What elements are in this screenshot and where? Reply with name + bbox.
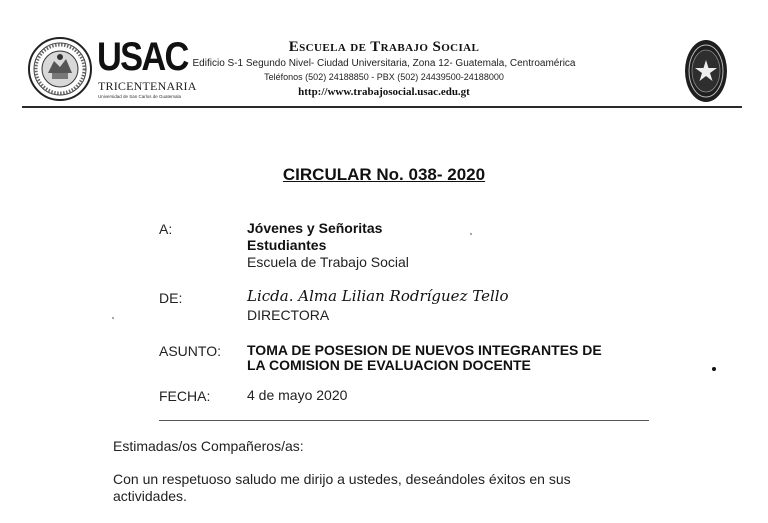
school-emblem-icon bbox=[684, 38, 728, 104]
subject-label: ASUNTO: bbox=[159, 343, 221, 359]
scan-mark bbox=[712, 367, 716, 371]
school-url: http://www.trabajosocial.usac.edu.gt bbox=[298, 86, 470, 98]
subject-line-2: LA COMISION DE EVALUACION DOCENTE bbox=[247, 357, 531, 373]
header-divider bbox=[22, 106, 742, 108]
from-title: DIRECTORA bbox=[247, 307, 330, 323]
scan-speck bbox=[112, 317, 114, 319]
date-value: 4 de mayo 2020 bbox=[247, 387, 348, 403]
logo-caption: Universidad de San Carlos de Guatemala bbox=[98, 94, 182, 99]
logo-text: USAC bbox=[97, 35, 188, 79]
from-label: DE: bbox=[159, 290, 183, 306]
school-address: Edificio S-1 Segundo Nivel- Ciudad Universitaria, Zona 12- Guatemala, Centroamérica bbox=[192, 58, 576, 69]
logo-subtitle: TRICENTENARIA bbox=[98, 79, 197, 93]
to-line-2: Estudiantes bbox=[247, 237, 327, 253]
scan-speck bbox=[470, 233, 472, 235]
from-name: Licda. Alma Lilian Rodríguez Tello bbox=[247, 287, 509, 305]
circular-title: CIRCULAR No. 038- 2020 bbox=[282, 165, 486, 184]
to-line-1: Jóvenes y Señoritas bbox=[247, 220, 383, 236]
greeting: Estimadas/os Compañeros/as: bbox=[113, 438, 304, 454]
letterhead bbox=[0, 0, 768, 108]
school-name: Escuela de Trabajo Social bbox=[288, 39, 480, 55]
paragraph-1-line-2: actividades. bbox=[113, 488, 187, 504]
to-label: A: bbox=[159, 221, 173, 237]
body-divider bbox=[159, 420, 649, 421]
paragraph-1-line-1: Con un respetuoso saludo me dirijo a ustedes, deseándoles éxitos en sus bbox=[113, 471, 571, 487]
subject-line-1: TOMA DE POSESION DE NUEVOS INTEGRANTES DE bbox=[247, 342, 602, 358]
date-label: FECHA: bbox=[159, 388, 211, 404]
to-line-3: Escuela de Trabajo Social bbox=[247, 254, 409, 270]
school-phones: Teléfonos (502) 24188850 - PBX (502) 24439500-24188000 bbox=[264, 72, 504, 82]
